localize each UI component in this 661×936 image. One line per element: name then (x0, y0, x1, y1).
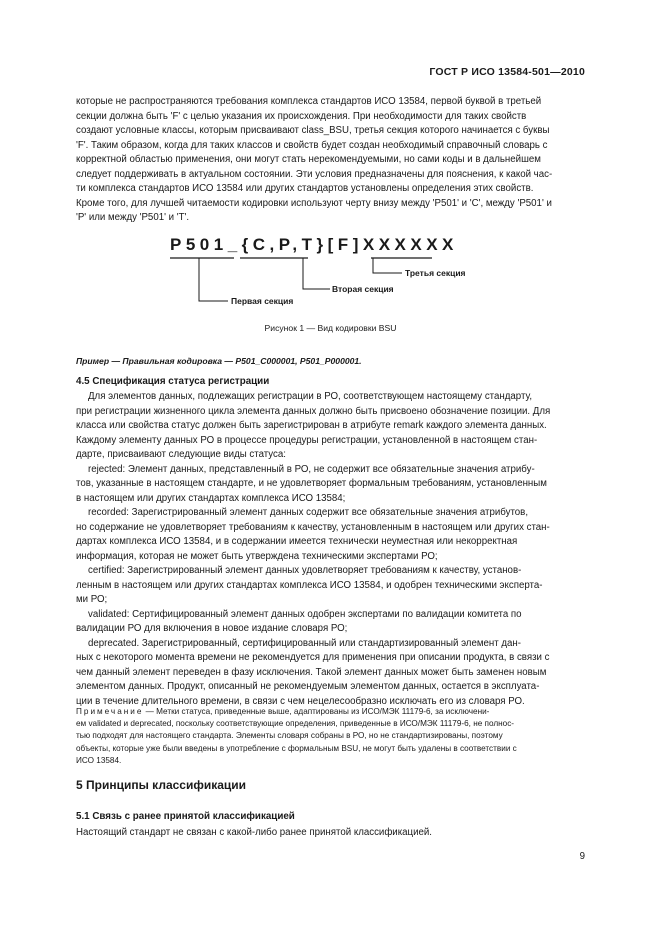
leader-first-section (199, 258, 228, 301)
leader-second-section (303, 258, 330, 289)
label-first-section: Первая секция (231, 296, 294, 306)
text-line: deprecated. Зарегистрированный, сертифицированный или стандартизированный элемент дан- (88, 637, 521, 649)
text-line: объекты, которые уже были введены в употребление с формальным BSU, не могут быть удалены в соответствии с (76, 743, 517, 753)
figure-caption: Рисунок 1 — Вид кодировки BSU (264, 323, 397, 333)
text-line: валидации РО для включения в новое издание словаря РО; (76, 623, 348, 634)
text-line: следует поддерживать в актуальном состоянии. Эти условия предназначены для пояснения, к какой час- (76, 168, 553, 180)
section-heading-4-5: 4.5 Спецификация статуса регистрации (76, 376, 270, 387)
section-5-1-text: Настоящий стандарт не связан с какой-либо ранее принятой классификацией. (76, 827, 433, 838)
text-line: дартах комплекса ИСО 13584, и в содержании имеется технически неуместная или некорректная (76, 536, 518, 547)
text-line: в настоящем или других стандартах комплекса ИСО 13584; (76, 492, 346, 504)
text-line: но содержание не удовлетворяет требованиям к качеству, установленным в настоящем или других стан- (76, 521, 550, 533)
label-second-section: Вторая секция (332, 284, 394, 294)
text-line: создают условные классы, которым присваивают class_BSU, третья секция которого начинается с буквы (76, 125, 550, 136)
text-line: ти комплекса стандартов ИСО 13584 или других стандартов установлены определения этих свойств. (76, 183, 534, 194)
text-line: тью подходят для настоящего стандарта. Элементы словаря собраны в РО, но не стандартизированы, поэтому (76, 731, 503, 741)
text-line: класса или свойства статус должен быть зарегистрирован в атрибуте remark каждого элемента данных. (76, 420, 547, 431)
text-line: ми РО; (76, 594, 108, 605)
document-header: ГОСТ Р ИСО 13584-501—2010 (429, 66, 585, 78)
text-line: Каждому элементу данных РО в процессе процедуры регистрации, установленной в настоящем стан- (76, 434, 538, 446)
note-block (76, 706, 585, 767)
text-line: Кроме того, для лучшей читаемости кодировки используют черту внизу между 'P501' и 'C', между 'P501' и (76, 197, 552, 209)
bsu-code-diagram (0, 0, 661, 340)
text-line: которые не распространяются требования комплекса стандартов ИСО 13584, первой буквой в третьей (76, 96, 542, 107)
text-line: ИСО 13584. (76, 755, 122, 765)
text-line: информация, которая не может быть утверждена техническими экспертами РО; (76, 550, 438, 562)
text-line: ленным в настоящем или других стандартах комплекса ИСО 13584, и одобрен техническими эксперта- (76, 579, 543, 591)
text-line: 'P' или между 'P501' и 'T'. (76, 212, 190, 223)
section-4-5-body (76, 390, 585, 709)
text-line: ции в течение длительного времени, в связи с чем нецелесообразно исключать его из словаря РО. (76, 695, 525, 707)
leader-third-section (373, 258, 402, 273)
note-first-line (76, 706, 585, 718)
example-text: Пример — Правильная кодировка — P501_C000001, P501_P000001. (76, 356, 362, 366)
label-third-section: Третья секция (405, 268, 466, 278)
text-line: — Метки статуса, приведенные выше, адаптированы из ИСО/МЭК 11179-6, за исключени- (145, 707, 490, 716)
text-line: при регистрации жизненного цикла элемента данных должно быть присвоено обозначение позиции. Для (76, 405, 551, 417)
text-line: ных с некоторого момента времени не рекомендуется для применения при описании продукта, в связи с (76, 652, 550, 663)
text-line: тов, указанные в настоящем стандарте, и не удовлетворяет формальным требованиям, установленным (76, 478, 547, 489)
text-line: элементом данных. Продукт, описанный не рекомендуемым элементом данных, остается в эксплуата- (76, 681, 540, 692)
text-line: корректной областью применения, они могут стать нерекомендуемыми, но сами коды и в дальнейшем (76, 154, 541, 165)
note-label: Примечание (76, 707, 144, 716)
section-heading-5: 5 Принципы классификации (76, 778, 247, 792)
text-line: validated: Сертифицированный элемент данных одобрен экспертами по валидации комитета по (88, 608, 522, 620)
text-line: чем данный элемент переведен в фазу исключения. Такой элемент данных может быть заменен новым (76, 666, 547, 678)
text-line: ем validated и deprecated, поскольку соответствующие определения, приведенные в ИСО/МЭК 11179-6, не полнос- (76, 719, 515, 729)
bsu-code: P501_{C,P,T}[F]XXXXXX (170, 235, 458, 254)
text-line: recorded: Зарегистрированный элемент данных содержит все обязательные значения атрибутов, (88, 507, 529, 518)
text-line: 'F'. Таким образом, когда для таких классов и свойств будет создан необходимый справочный словарь с (76, 139, 548, 151)
text-line: дарте, присваивают следующие виды статуса: (76, 449, 286, 460)
text-line: certified: Зарегистрированный элемент данных удовлетворяет требованиям к качеству, установ- (88, 565, 522, 576)
text-line: rejected: Элемент данных, представленный в РО, не содержит все обязательные значения атрибу- (88, 463, 535, 475)
text-line: секции должна быть 'F' с целью указания их происхождения. При необходимости для таких свойств (76, 110, 527, 122)
page-number: 9 (579, 851, 585, 862)
text-line: Для элементов данных, подлежащих регистрации в РО, соответствующем настоящему стандарту, (88, 391, 533, 402)
section-heading-5-1: 5.1 Связь с ранее принятой классификацией (76, 811, 295, 822)
